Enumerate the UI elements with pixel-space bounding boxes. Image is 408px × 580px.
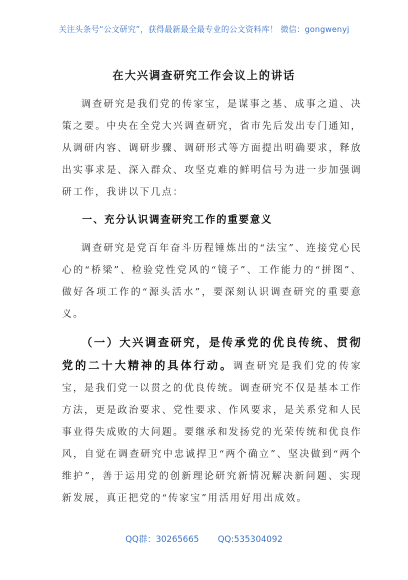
header-promo-note: 关注头条号“公文研究”，获得最新最全最专业的公文资料库！ 微信：gongwenyj: [58, 25, 350, 34]
subsection-heading-1: （一）大兴调查研究，是传承党的优良传统、贯彻党的二十大精神的具体行动。: [62, 336, 362, 372]
subsection-1-body: 调查研究是我们党的传家宝，是我们党一以贯之的优良传统。调查研究不仅是基本工作方法，更是政治要求、党性要求、作风要求，是关系党和人民事业得失成败的大问题。要继承和发扬党的光荣传统和优良作风，自觉在调查研究中忠诚捍卫“两个确立”、坚决做到“两个维护”，善于运用党的创新理论研究新情况解决新问题、实现新发展，真正把党的“传家宝”用活用好用出成效。: [62, 361, 363, 504]
footer-qq: QQ:535304092: [217, 535, 283, 545]
document-title: 在大兴调查研究工作会议上的讲话: [112, 69, 296, 82]
footer-qq-group: QQ群：30265665: [125, 535, 200, 545]
document-body: [62, 94, 362, 516]
footer-contact: [0, 533, 408, 545]
section-1-paragraph: 调查研究是党百年奋斗历程锤炼出的“法宝”、连接党心民心的“桥梁”、检验党性党风的“镜子”、工作能力的“拼图”、做好各项工作的“源头活水”，要深刻认识调查研究的重要意义。: [62, 243, 362, 320]
section-heading-1: 一、充分认识调查研究工作的重要意义: [82, 215, 273, 226]
subsection-1-paragraph: [62, 332, 362, 510]
intro-paragraph: 调查研究是我们党的传家宝，是谋事之基、成事之道、决策之要。中央在全党大兴调查研究，省市先后发出专门通知，从调研内容、调研步骤、调研形式等方面提出明确要求，释放出实事求是、深入群众、攻坚克难的鲜明信号为进一步加强调研工作，我讲以下几点：: [62, 99, 362, 198]
